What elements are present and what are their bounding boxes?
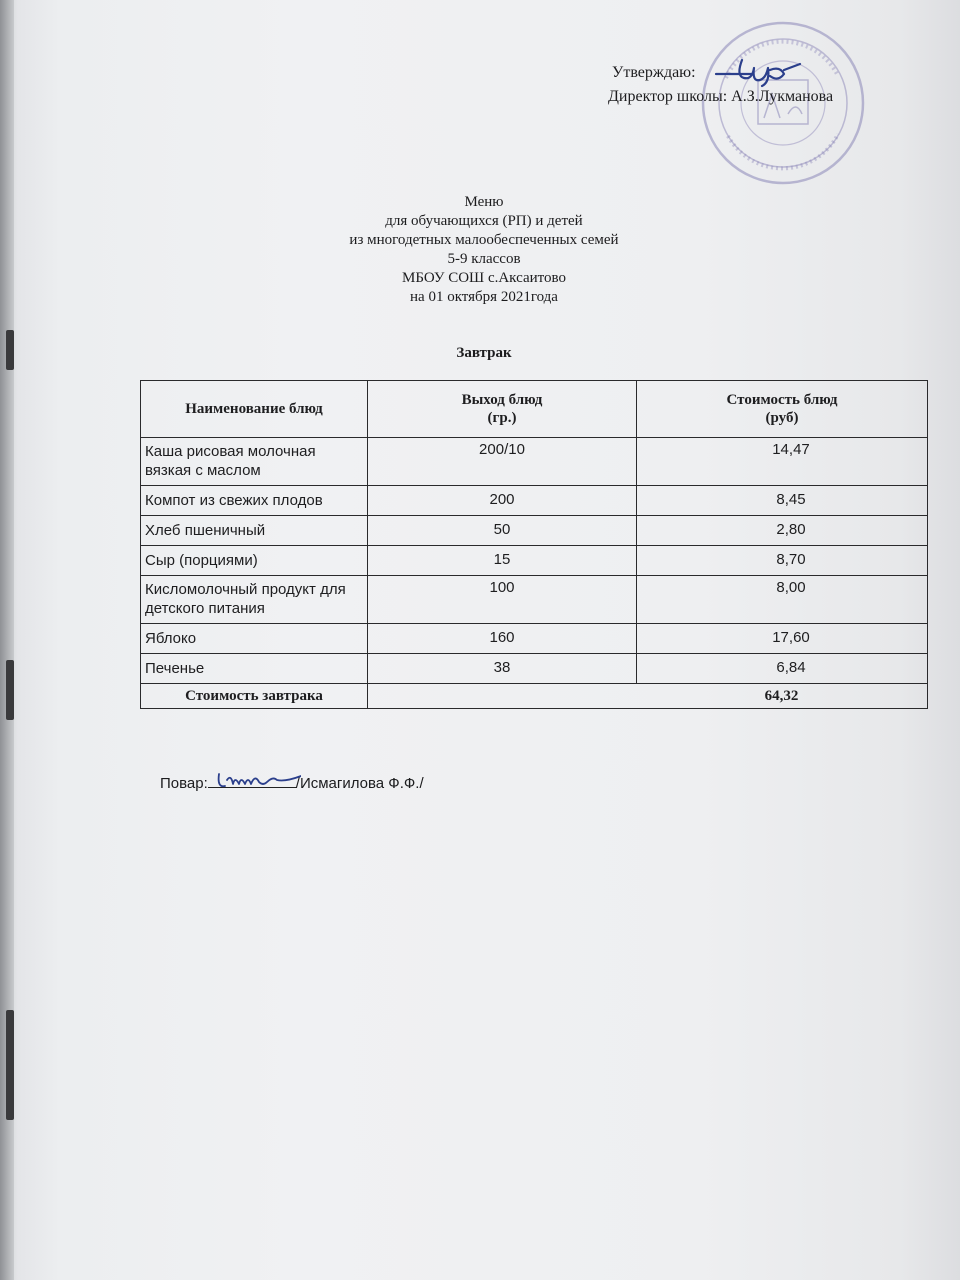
cook-label: Повар: (160, 775, 208, 792)
dish-yield: 200 (368, 486, 637, 516)
title-line: из многодетных малообеспеченных семей (349, 232, 619, 248)
document-page (14, 0, 960, 1280)
dish-yield: 100 (368, 576, 637, 624)
dish-name: Сыр (порциями) (141, 546, 368, 576)
column-header-name: Наименование блюд (141, 381, 368, 438)
director-signature-icon (712, 52, 802, 92)
title-line: 5-9 классов (447, 251, 521, 267)
section-title: Завтрак (456, 345, 512, 361)
page-edge-mark (6, 1010, 14, 1120)
table-row (141, 576, 928, 624)
cook-signature-icon (215, 766, 301, 796)
dish-price: 6,84 (637, 654, 928, 684)
title-line: МБОУ СОШ с.Аксаитово (402, 270, 566, 286)
table-row (141, 654, 928, 684)
title-line: для обучающихся (РП) и детей (385, 213, 583, 229)
column-header-line: (гр.) (487, 410, 517, 426)
column-header-line: Выход блюд (461, 392, 543, 408)
table-row (141, 546, 928, 576)
approval-label: Утверждаю: (612, 64, 696, 81)
dish-name: Кисломолочный продукт для детского питания (141, 576, 368, 624)
dish-name: Печенье (141, 654, 368, 684)
dish-price: 2,80 (637, 516, 928, 546)
document-title (14, 193, 960, 307)
dish-price: 8,45 (637, 486, 928, 516)
title-line: Меню (464, 194, 504, 210)
table-row (141, 486, 928, 516)
table-row (141, 624, 928, 654)
column-header-line: Стоимость блюд (726, 392, 838, 408)
total-label: Стоимость завтрака (141, 684, 368, 709)
menu-table (140, 380, 928, 709)
dish-price: 17,60 (637, 624, 928, 654)
column-header-line: (руб) (765, 410, 799, 426)
dish-name: Каша рисовая молочная вязкая с маслом (141, 438, 368, 486)
dish-price: 14,47 (637, 438, 928, 486)
director-position: Директор школы: А.З.Лукманова (608, 88, 834, 105)
page-edge-mark (6, 660, 14, 720)
dish-name: Хлеб пшеничный (141, 516, 368, 546)
dish-yield: 50 (368, 516, 637, 546)
dish-yield: 38 (368, 654, 637, 684)
table-header-row (141, 381, 928, 438)
dish-yield: 200/10 (368, 438, 637, 486)
dish-price: 8,70 (637, 546, 928, 576)
column-header-yield (368, 381, 637, 438)
total-value (368, 684, 928, 709)
table-row (141, 438, 928, 486)
dish-yield: 160 (368, 624, 637, 654)
dish-name: Компот из свежих плодов (141, 486, 368, 516)
total-value-text: 64,32 (764, 687, 799, 704)
title-line: на 01 октября 2021года (410, 289, 558, 305)
dish-yield: 15 (368, 546, 637, 576)
column-header-price (637, 381, 928, 438)
dish-name: Яблоко (141, 624, 368, 654)
table-row (141, 516, 928, 546)
dish-price: 8,00 (637, 576, 928, 624)
cook-name: /Исмагилова Ф.Ф./ (295, 775, 424, 792)
total-row (141, 684, 928, 709)
